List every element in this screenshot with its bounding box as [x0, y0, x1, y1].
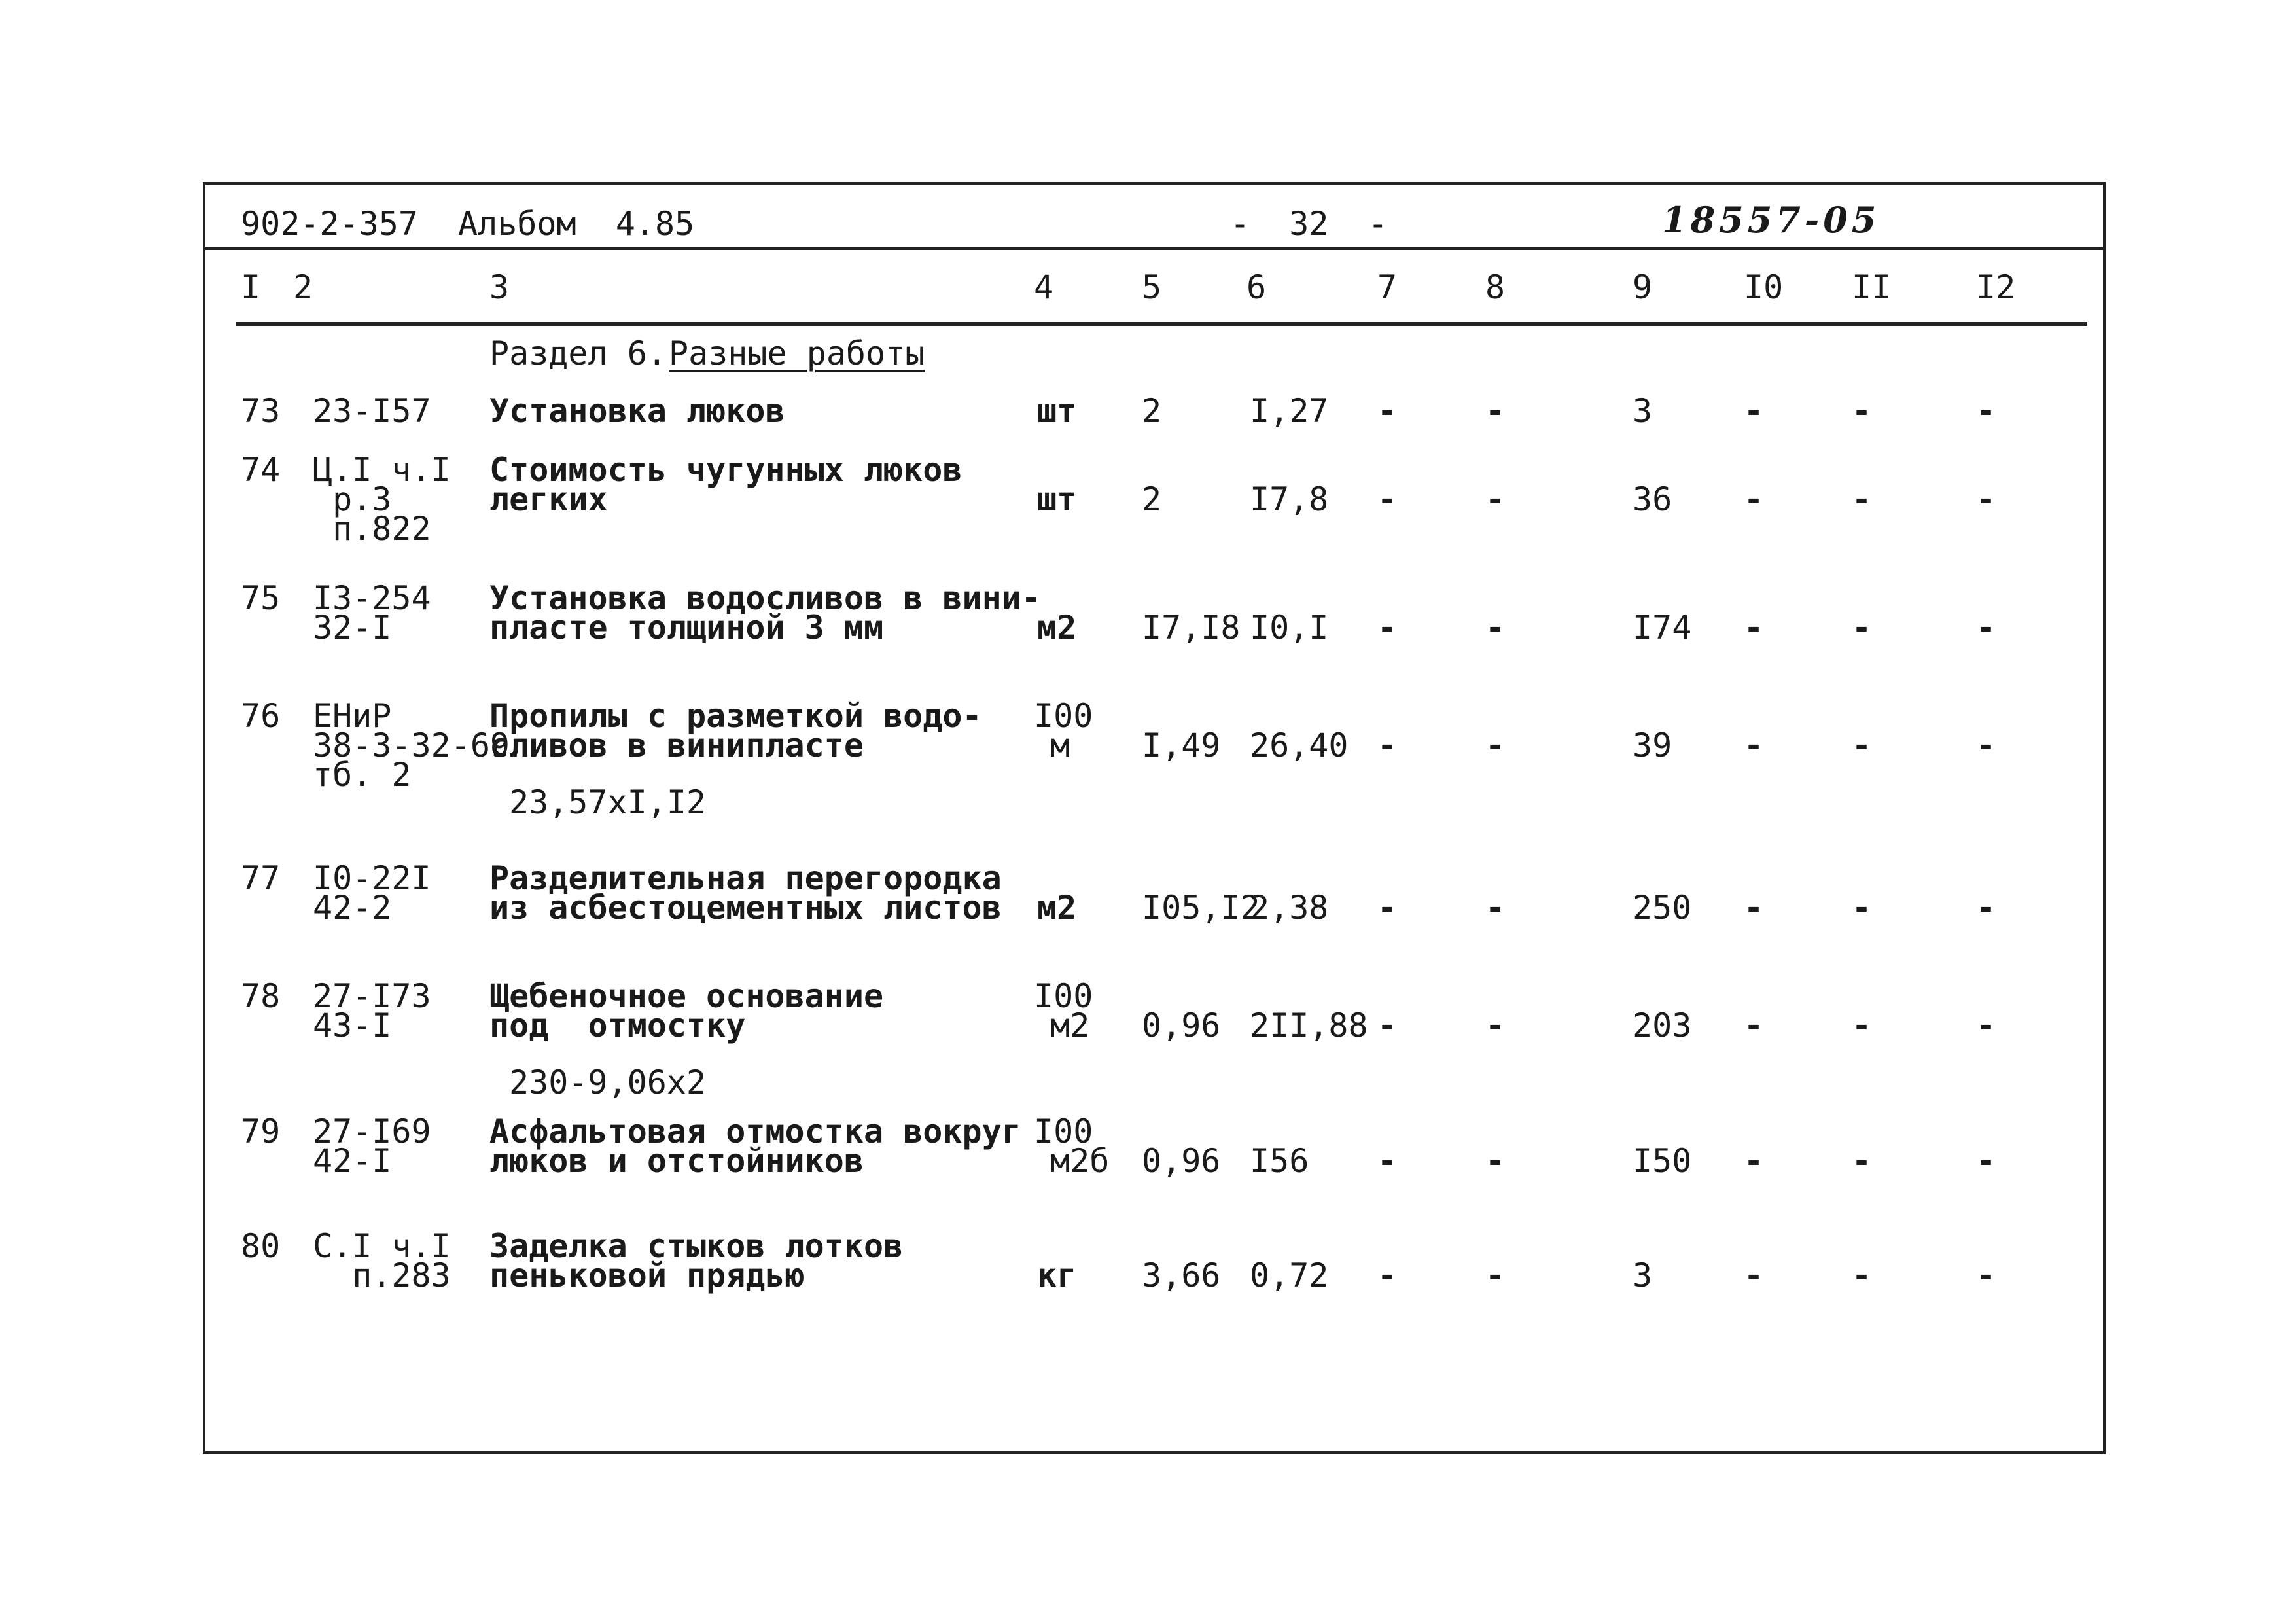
- row-col11: -: [1852, 609, 1872, 647]
- column-number: I: [241, 268, 261, 306]
- row-col11: -: [1852, 1142, 1872, 1180]
- row-col10: -: [1744, 1142, 1764, 1180]
- row-col8: -: [1485, 1007, 1506, 1044]
- row-code: 27-I69: [313, 1113, 431, 1150]
- row-description: Разделительная перегородка: [489, 859, 1002, 897]
- row-description: Щебеночное основание: [489, 977, 884, 1015]
- section-prefix: Раздел 6.: [489, 334, 667, 372]
- row-col11: -: [1852, 726, 1872, 764]
- row-description: пласте толщиной 3 мм: [489, 609, 884, 647]
- row-unit: I00: [1034, 697, 1093, 735]
- row-calculation: 23,57хI,I2: [509, 783, 707, 821]
- row-number: 76: [241, 697, 281, 735]
- row-description: из асбестоцементных листов: [489, 889, 1002, 927]
- row-description: люков и отстойников: [489, 1142, 864, 1180]
- row-description: Заделка стыков лотков: [489, 1227, 904, 1265]
- column-number: 5: [1142, 268, 1162, 306]
- row-col12: -: [1976, 889, 1996, 927]
- row-code: тб. 2: [313, 756, 412, 794]
- row-col12: -: [1976, 609, 1996, 647]
- album-label: Альбом 4.85: [458, 205, 695, 243]
- row-price: I,27: [1250, 392, 1329, 430]
- row-col11: -: [1852, 1007, 1872, 1044]
- column-number: 4: [1034, 268, 1054, 306]
- row-unit: шт: [1037, 392, 1077, 430]
- row-col8: -: [1485, 889, 1506, 927]
- row-col12: -: [1976, 1142, 1996, 1180]
- row-total: 203: [1633, 1007, 1692, 1044]
- row-calculation: 230-9,06х2: [509, 1063, 707, 1101]
- column-number: 3: [489, 268, 510, 306]
- row-unit: I00: [1034, 1113, 1093, 1150]
- row-col7: -: [1377, 480, 1398, 518]
- row-col10: -: [1744, 609, 1764, 647]
- row-quantity: 0,96: [1142, 1007, 1221, 1044]
- row-col12: -: [1976, 480, 1996, 518]
- row-col12: -: [1976, 392, 1996, 430]
- row-total: 3: [1633, 392, 1653, 430]
- document-code: 902-2-357: [241, 205, 418, 243]
- row-total: I74: [1633, 609, 1692, 647]
- row-description: сливов в винипласте: [489, 726, 864, 764]
- row-unit: м2: [1050, 1007, 1090, 1044]
- row-price: I56: [1250, 1142, 1309, 1180]
- row-col10: -: [1744, 480, 1764, 518]
- row-quantity: I05,I2: [1142, 889, 1260, 927]
- row-col8: -: [1485, 609, 1506, 647]
- row-col12: -: [1976, 1007, 1996, 1044]
- row-code: Ц.I ч.I: [313, 451, 451, 489]
- row-code: п.283: [313, 1257, 451, 1294]
- row-code: I0-22I: [313, 859, 431, 897]
- row-total: 250: [1633, 889, 1692, 927]
- row-total: 3: [1633, 1257, 1653, 1294]
- row-col11: -: [1852, 480, 1872, 518]
- section-title: Разные работы: [669, 334, 925, 372]
- row-code: 32-I: [313, 609, 392, 647]
- row-total: 36: [1633, 480, 1672, 518]
- row-number: 75: [241, 579, 281, 617]
- header-divider: [203, 247, 2103, 250]
- row-code: 23-I57: [313, 392, 431, 430]
- row-col7: -: [1377, 1257, 1398, 1294]
- row-unit: шт: [1037, 480, 1077, 518]
- row-col8: -: [1485, 726, 1506, 764]
- row-code: I3-254: [313, 579, 431, 617]
- row-unit: I00: [1034, 977, 1093, 1015]
- row-col11: -: [1852, 889, 1872, 927]
- row-code: 38-3-32-69г: [313, 726, 530, 764]
- row-quantity: 2: [1142, 480, 1162, 518]
- row-code: ЕНиР: [313, 697, 392, 735]
- column-number: 7: [1377, 268, 1398, 306]
- row-unit: м: [1050, 726, 1070, 764]
- column-number: 8: [1485, 268, 1506, 306]
- row-col7: -: [1377, 1142, 1398, 1180]
- row-total: I50: [1633, 1142, 1692, 1180]
- column-number: 6: [1246, 268, 1267, 306]
- row-code: 42-I: [313, 1142, 392, 1180]
- row-description: Установка люков: [489, 392, 785, 430]
- row-unit: м2: [1037, 889, 1077, 927]
- page-number: - 32 -: [1230, 205, 1388, 243]
- row-col8: -: [1485, 392, 1506, 430]
- row-col7: -: [1377, 392, 1398, 430]
- row-number: 79: [241, 1113, 281, 1150]
- row-quantity: I,49: [1142, 726, 1221, 764]
- column-header-divider: [236, 322, 2087, 326]
- row-code: р.3: [313, 480, 392, 518]
- row-code: С.I ч.I: [313, 1227, 451, 1265]
- row-unit: м2: [1037, 609, 1077, 647]
- row-number: 73: [241, 392, 281, 430]
- row-col12: -: [1976, 1257, 1996, 1294]
- row-price: 2,38: [1250, 889, 1329, 927]
- row-col10: -: [1744, 726, 1764, 764]
- row-description: Стоимость чугунных люков: [489, 451, 963, 489]
- row-description: Установка водосливов в вини-: [489, 579, 1041, 617]
- column-number: II: [1852, 268, 1892, 306]
- row-description: Пропилы с разметкой водо-: [489, 697, 982, 735]
- row-price: 2II,88: [1250, 1007, 1368, 1044]
- row-unit: м2б: [1050, 1142, 1110, 1180]
- row-col11: -: [1852, 1257, 1872, 1294]
- row-col10: -: [1744, 392, 1764, 430]
- row-number: 77: [241, 859, 281, 897]
- row-number: 80: [241, 1227, 281, 1265]
- row-description: Асфальтовая отмостка вокруг: [489, 1113, 1021, 1150]
- row-quantity: I7,I8: [1142, 609, 1241, 647]
- row-col8: -: [1485, 1257, 1506, 1294]
- row-col7: -: [1377, 889, 1398, 927]
- row-description: под отмостку: [489, 1007, 746, 1044]
- row-quantity: 2: [1142, 392, 1162, 430]
- row-price: 26,40: [1250, 726, 1349, 764]
- row-description: легких: [489, 480, 608, 518]
- row-number: 78: [241, 977, 281, 1015]
- column-number: 9: [1633, 268, 1653, 306]
- row-col12: -: [1976, 726, 1996, 764]
- row-quantity: 0,96: [1142, 1142, 1221, 1180]
- row-col10: -: [1744, 1257, 1764, 1294]
- row-col8: -: [1485, 480, 1506, 518]
- row-col10: -: [1744, 889, 1764, 927]
- row-price: I0,I: [1250, 609, 1329, 647]
- row-col7: -: [1377, 609, 1398, 647]
- row-code: 43-I: [313, 1007, 392, 1044]
- row-code: 42-2: [313, 889, 392, 927]
- row-number: 74: [241, 451, 281, 489]
- row-total: 39: [1633, 726, 1672, 764]
- row-col8: -: [1485, 1142, 1506, 1180]
- row-price: I7,8: [1250, 480, 1329, 518]
- row-price: 0,72: [1250, 1257, 1329, 1294]
- row-col10: -: [1744, 1007, 1764, 1044]
- row-col11: -: [1852, 392, 1872, 430]
- row-code: п.822: [313, 510, 431, 548]
- document-number: 18557-05: [1662, 199, 1881, 241]
- column-number: 2: [293, 268, 313, 306]
- column-number: I0: [1744, 268, 1784, 306]
- row-unit: кг: [1037, 1257, 1077, 1294]
- row-quantity: 3,66: [1142, 1257, 1221, 1294]
- row-col7: -: [1377, 1007, 1398, 1044]
- row-description: пеньковой прядью: [489, 1257, 805, 1294]
- row-code: 27-I73: [313, 977, 431, 1015]
- row-col7: -: [1377, 726, 1398, 764]
- column-number: I2: [1976, 268, 2016, 306]
